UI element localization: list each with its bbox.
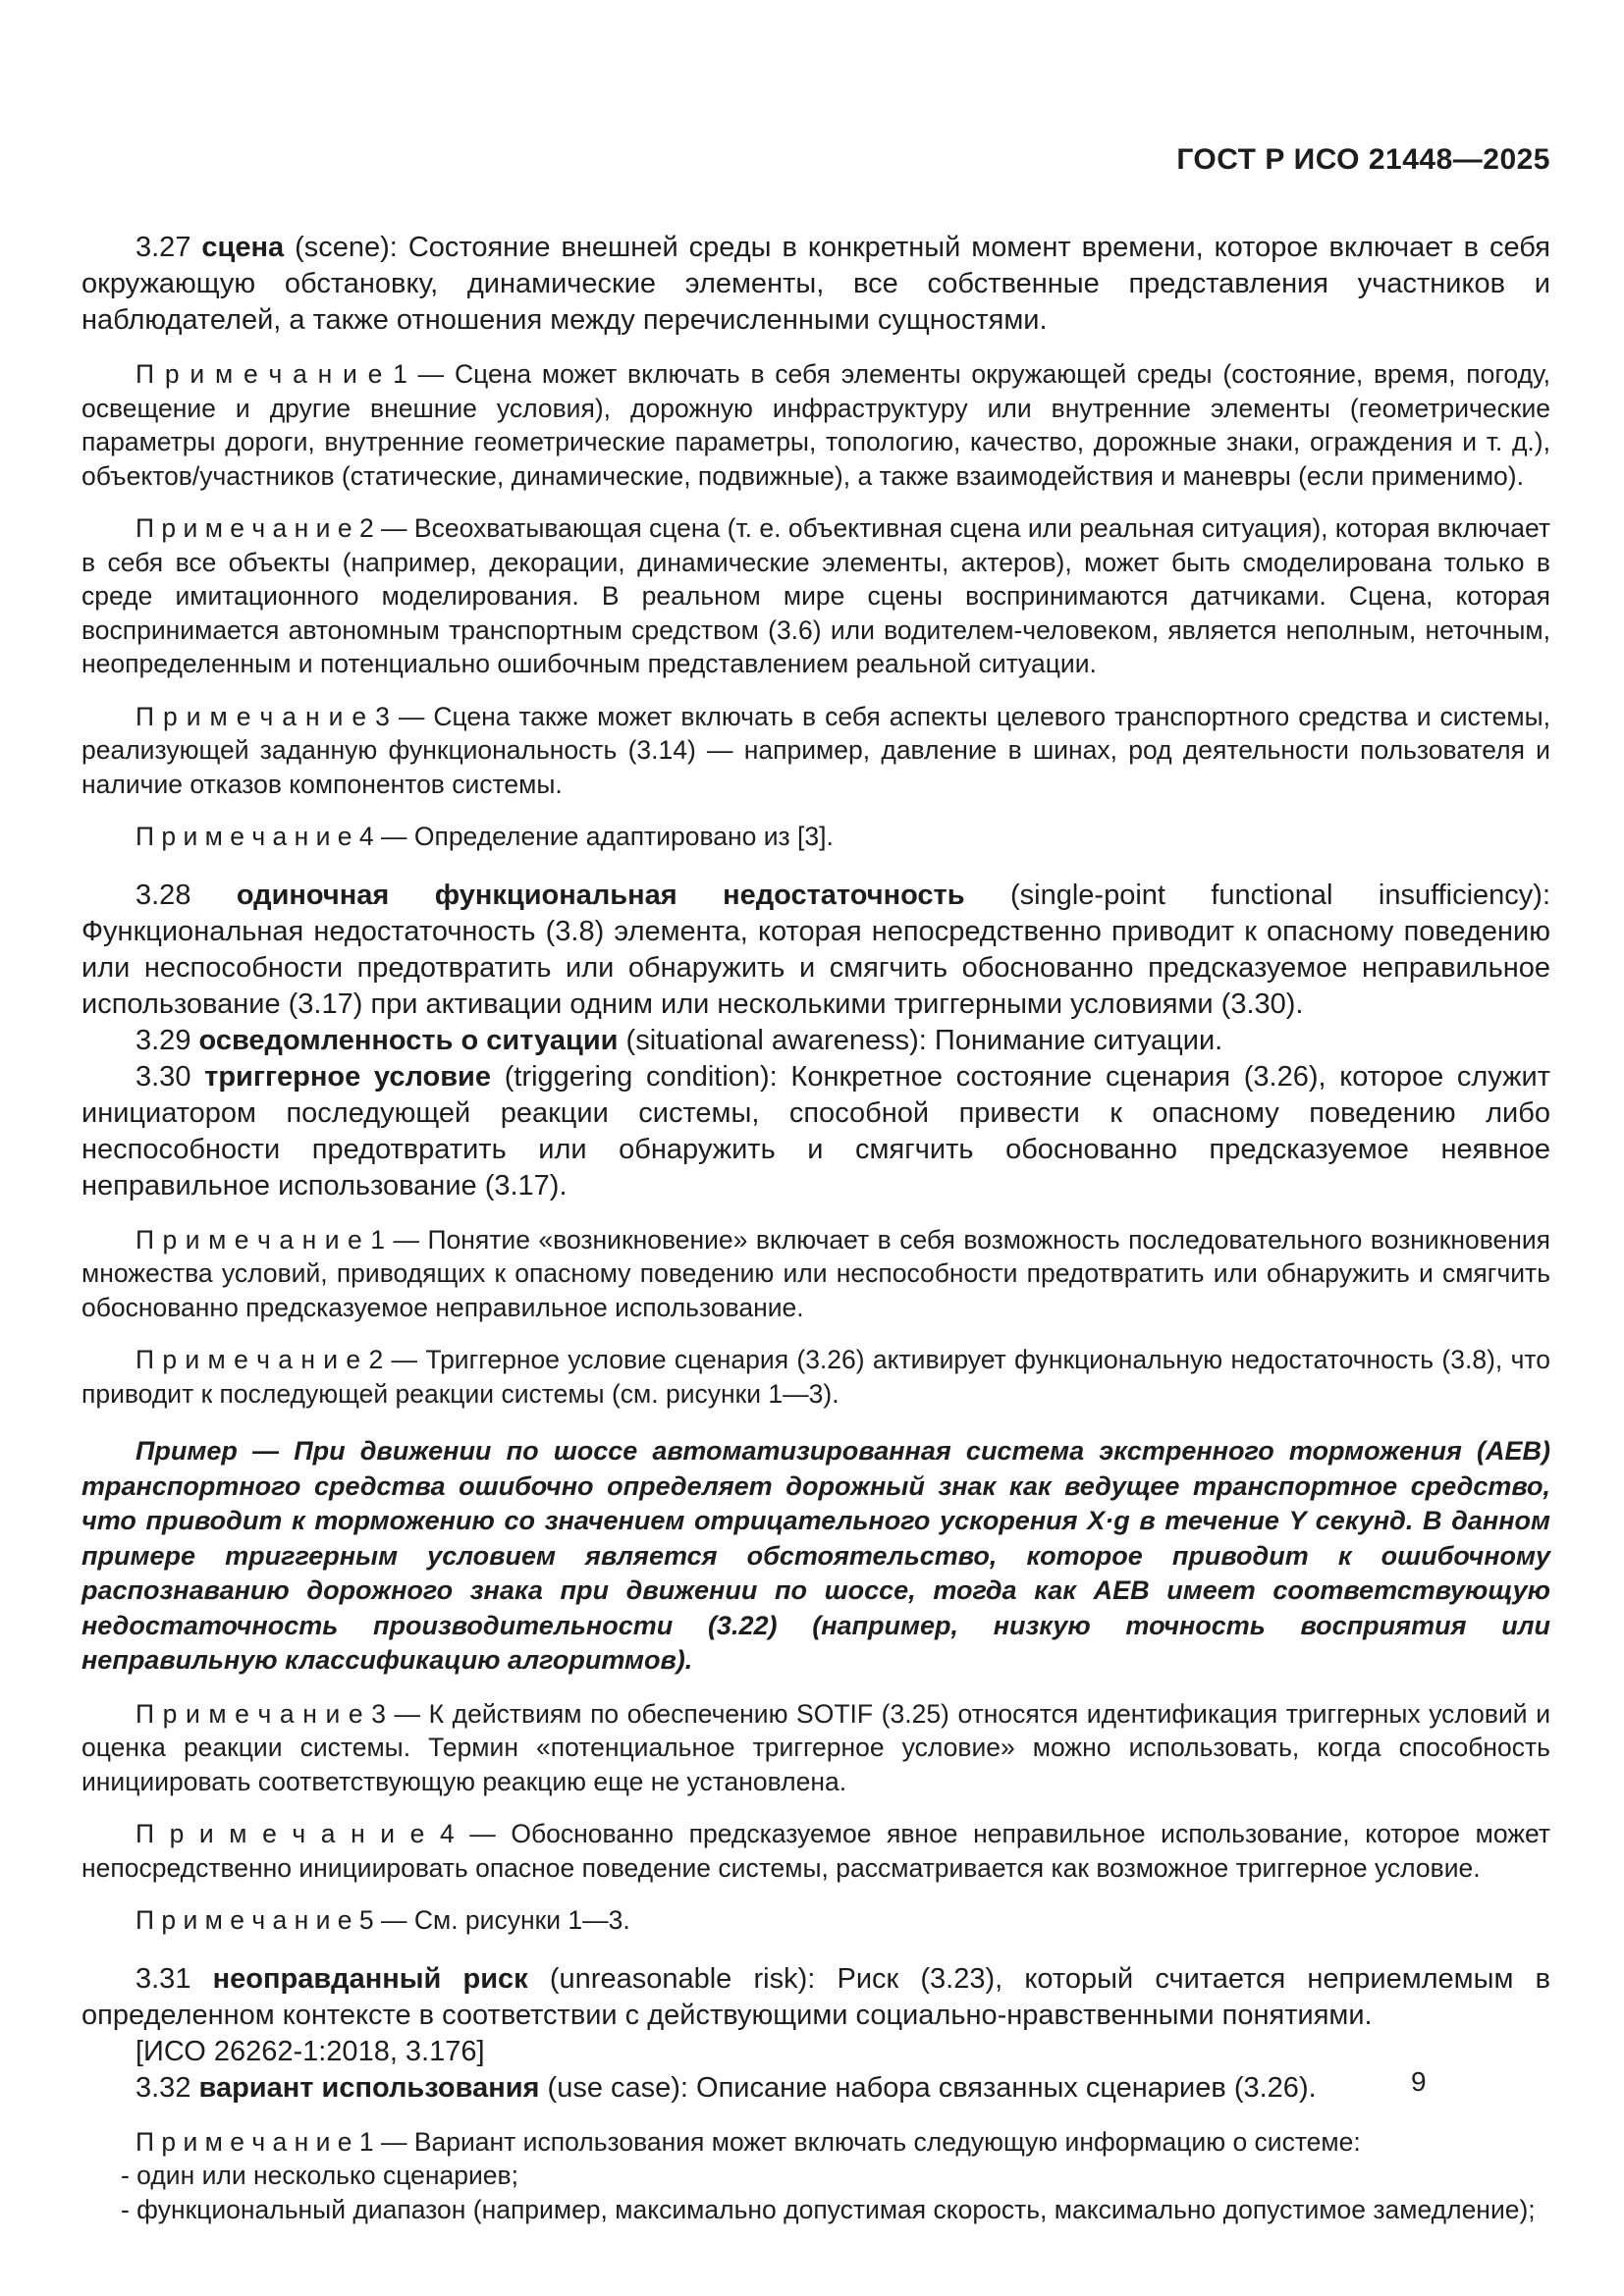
term-ru: одиночная функциональная недостаточность: [236, 879, 965, 911]
definition-3-27: [81, 230, 1550, 339]
definition-text: (situational awareness): Понимание ситуации.: [618, 1024, 1223, 1056]
page-number: 9: [1411, 2066, 1427, 2097]
note-3-30-5: П р и м е ч а н и е 5 — См. рисунки 1—3.: [135, 1905, 630, 1935]
note-3-30-3: П р и м е ч а н и е 3 — К действиям по обеспечению SOTIF (3.25) относятся идентификация триггерных условий и оценка реакции системы. Термин «потенциальное триггерное условие» можно использовать, когда способность инициировать соответствующую реакцию еще не установлена.: [81, 1698, 1550, 1796]
definition-3-32: [81, 2070, 1550, 2107]
definition-text: (use case): Описание набора связанных сценариев (3.26).: [539, 2071, 1317, 2104]
clause-number: 3.31: [135, 1962, 213, 1995]
list-item: - один или несколько сценариев;: [121, 2161, 518, 2190]
clause-number: 3.29: [135, 1024, 199, 1056]
example-3-30: Пример — При движении по шоссе автоматизированная система экстренного торможения (AEB) транспортного средства ошибочно определяет дорожный знак как ведущее транспортное средство, что приводит к торможению со значением отрицательного ускорения X·g в течение Y секунд. В данном примере триггерным условием является обстоятельство, которое приводит к ошибочному распознаванию дорожного знака при движении по шоссе, тогда как AEB имеет соответствующую недостаточность производительности (3.22) (например, низкую точность восприятия или неправильную классификацию алгоритмов).: [81, 1436, 1550, 1675]
definition-text: (single-point functional insufficiency): Функциональная недостаточность (3.8) элемента, которая непосредственно приводит к опасному поведению или неспособности предотвратить или обнаружить и смягчить обоснованно предсказуемое неправильное использование (3.17) при активации одним или несколькими триггерными условиями (3.30).: [81, 879, 1551, 1020]
clause-number: 3.27: [135, 232, 202, 263]
doc-code: ГОСТ Р ИСО 21448—2025: [1176, 143, 1550, 176]
note-3-27-3: П р и м е ч а н и е 3 — Сцена также может включать в себя аспекты целевого транспортного средства и системы, реализующей заданную функциональность (3.14) — например, давление в шинах, род деятельности пользователя и наличие отказов компонентов системы.: [81, 701, 1550, 799]
definition-3-29: [81, 1023, 1550, 1059]
clause-number: 3.28: [135, 879, 237, 911]
note-3-27-2: П р и м е ч а н и е 2 — Всеохватывающая сцена (т. е. объективная сцена или реальная ситуация), которая включает в себя все объекты (например, декорации, динамические элементы, актеров), может быть смоделирована только в среде имитационного моделирования. В реальном мире сцены воспринимаются датчиками. Сцена, которая воспринимается автономным транспортным средством (3.6) или водителем-человеком, является неполным, неточным, неопределенным и потенциально ошибочным представлением реальной ситуации.: [81, 513, 1550, 678]
term-ru: сцена: [201, 232, 285, 263]
term-ru: неоправданный риск: [212, 1962, 528, 1995]
note-3-30-1: П р и м е ч а н и е 1 — Понятие «возникновение» включает в себя возможность последовательного возникновения множества условий, приводящих к опасному поведению или неспособности предотвратить или обнаружить и смягчить обоснованно предсказуемое неправильное использование.: [81, 1224, 1550, 1322]
term-ru: вариант использования: [198, 2071, 540, 2104]
definition-text: (unreasonable risk): Риск (3.23), который считается неприемлемым в определенном контексте в соответствии с действующими социально-нравственными понятиями.: [81, 1962, 1550, 2031]
note-3-27-1: П р и м е ч а н и е 1 — Сцена может включать в себя элементы окружающей среды (состояние, время, погоду, освещение и другие внешние условия), дорожную инфраструктуру или внутренние элементы (геометрические параметры дороги, внутренние геометрические параметры, топологию, качество, дорожные знаки, ограждения и т. д.), объектов/участников (статические, динамические, подвижные), а также взаимодействия и маневры (если применимо).: [81, 359, 1550, 491]
list-item: - функциональный диапазон (например, максимально допустимая скорость, максимально допустимое замедление);: [121, 2194, 1536, 2224]
note-3-30-4: П р и м е ч а н и е 4 — Обоснованно предсказуемое явное неправильное использование, которое может непосредственно инициировать опасное поведение системы, рассматривается как возможное триггерное условие.: [81, 1819, 1550, 1883]
source-reference: [ИСО 26262-1:2018, 3.176]: [135, 2035, 485, 2067]
note-3-30-2: П р и м е ч а н и е 2 — Триггерное условие сценария (3.26) активирует функциональную недостаточность (3.8), что приводит к последующей реакции системы (см. рисунки 1—3).: [81, 1345, 1550, 1409]
clause-number: 3.32: [135, 2071, 199, 2104]
text-block: [81, 143, 1550, 2226]
definition-3-31: [81, 1961, 1550, 2034]
clause-number: 3.30: [135, 1060, 205, 1093]
definition-3-30: [81, 1059, 1550, 1204]
definition-3-28: [81, 878, 1550, 1023]
definition-text: (triggering condition): Конкретное состояние сценария (3.26), которое служит инициатором последующей реакции системы, способной привести к опасному поведению либо неспособности предотвратить или обнаружить и смягчить обоснованно предсказуемое неявное неправильное использование (3.17).: [81, 1060, 1551, 1201]
term-ru: осведомленность о ситуации: [198, 1024, 619, 1056]
definition-text: (scene): Состояние внешней среды в конкретный момент времени, которое включает в себя окружающую обстановку, динамические элементы, все собственные представления участников и наблюдателей, а также отношения между перечисленными сущностями.: [81, 232, 1550, 336]
note-3-27-4: П р и м е ч а н и е 4 — Определение адаптировано из [3].: [135, 822, 834, 851]
note-3-32-1: П р и м е ч а н и е 1 — Вариант использования может включать следующую информацию о системе:: [135, 2126, 1361, 2157]
term-ru: триггерное условие: [204, 1060, 492, 1093]
